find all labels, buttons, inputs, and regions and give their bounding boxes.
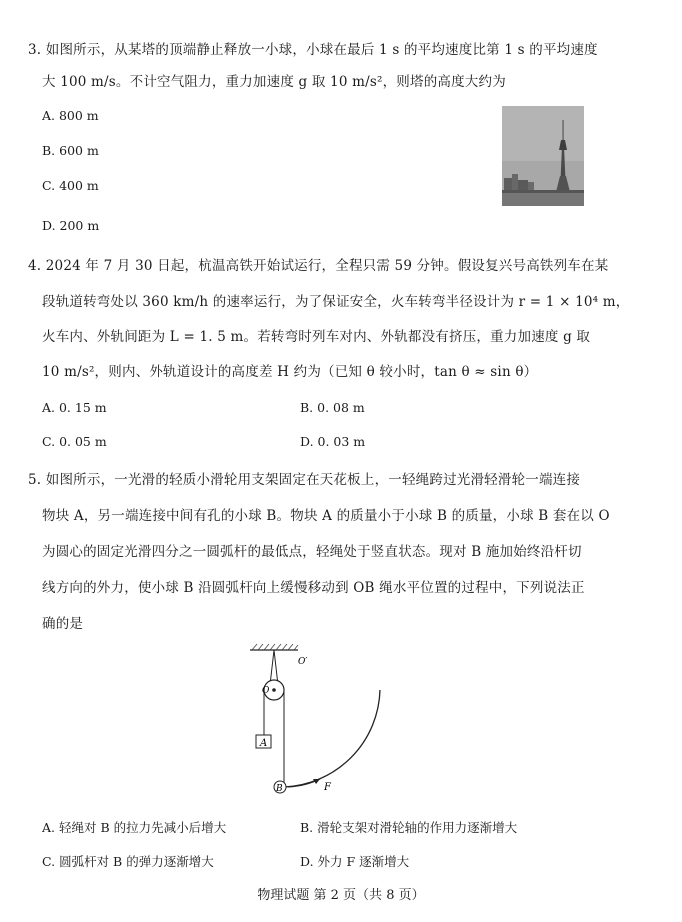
q5-stem-line1: 5. 如图所示，一光滑的轻质小滑轮用支架固定在天花板上，一轻绳跨过光滑轻滑轮一端连接 — [28, 472, 581, 488]
q4-option-a: A. 0. 15 m — [42, 400, 107, 415]
q4-stem-line2: 段轨道转弯处以 360 km/h 的速率运行，为了保证安全，火车转弯半径设计为 r = 1 × 10⁴ m， — [42, 294, 630, 310]
q3-option-b: B. 600 m — [42, 143, 99, 158]
q3-stem-line2: 大 100 m/s。不计空气阻力，重力加速度 g 取 10 m/s²，则塔的高度大约为 — [42, 74, 506, 90]
label-b: B — [276, 784, 283, 794]
label-a: A — [260, 738, 268, 749]
label-o-prime: O′ — [298, 657, 308, 667]
q5-stem-line4: 线方向的外力，使小球 B 沿圆弧杆向上缓慢移动到 OB 绳水平位置的过程中，下列说法正 — [42, 580, 585, 596]
q5-option-b: B. 滑轮支架对滑轮轴的作用力逐渐增大 — [300, 820, 518, 835]
q4-option-b: B. 0. 08 m — [300, 400, 365, 415]
quarter-arc-rod — [284, 690, 380, 787]
q5-option-c: C. 圆弧杆对 B 的弹力逐渐增大 — [42, 854, 214, 869]
tower-photo-drawing — [502, 106, 584, 206]
q4-stem-line1: 4. 2024 年 7 月 30 日起，杭温高铁开始试运行，全程只需 59 分钟。假设复兴号高铁列车在某 — [28, 258, 609, 274]
q5-stem-line3: 为圆心的固定光滑四分之一圆弧杆的最低点，轻绳处于竖直状态。现对 B 施加始终沿杆切 — [42, 544, 582, 560]
q3-option-a: A. 800 m — [42, 108, 99, 123]
q4-stem-line3: 火车内、外轨间距为 L = 1. 5 m。若转弯时列车对内、外轨都没有挤压，重力加速度 g 取 — [42, 329, 591, 345]
q4-stem-line4: 10 m/s²，则内、外轨道设计的高度差 H 约为（已知 θ 较小时，tan θ ≈ sin θ） — [42, 364, 538, 380]
q4-option-c: C. 0. 05 m — [42, 434, 107, 449]
q4-option-d: D. 0. 03 m — [300, 434, 366, 449]
q3-option-d: D. 200 m — [42, 218, 100, 233]
q5-option-d: D. 外力 F 逐渐增大 — [300, 854, 410, 869]
q3-stem-line1: 3. 如图所示，从某塔的顶端静止释放一小球，小球在最后 1 s 的平均速度比第 1 s 的平均速度 — [28, 42, 598, 58]
ceiling-hatching — [252, 644, 298, 650]
q5-stem-line2: 物块 A，另一端连接中间有孔的小球 B。物块 A 的质量小于小球 B 的质量，小球 B 套在以 O — [42, 508, 610, 524]
label-f: F — [324, 782, 331, 793]
q5-option-a: A. 轻绳对 B 的拉力先减小后增大 — [42, 820, 227, 835]
tower-photo — [502, 106, 584, 206]
q3-option-c: C. 400 m — [42, 178, 99, 193]
pulley-arc-diagram — [240, 640, 400, 805]
page-footer: 物理试题 第 2 页（共 8 页） — [257, 888, 425, 903]
q5-stem-line5: 确的是 — [42, 616, 84, 632]
pulley-axle — [272, 688, 276, 692]
label-o: O — [262, 686, 270, 696]
